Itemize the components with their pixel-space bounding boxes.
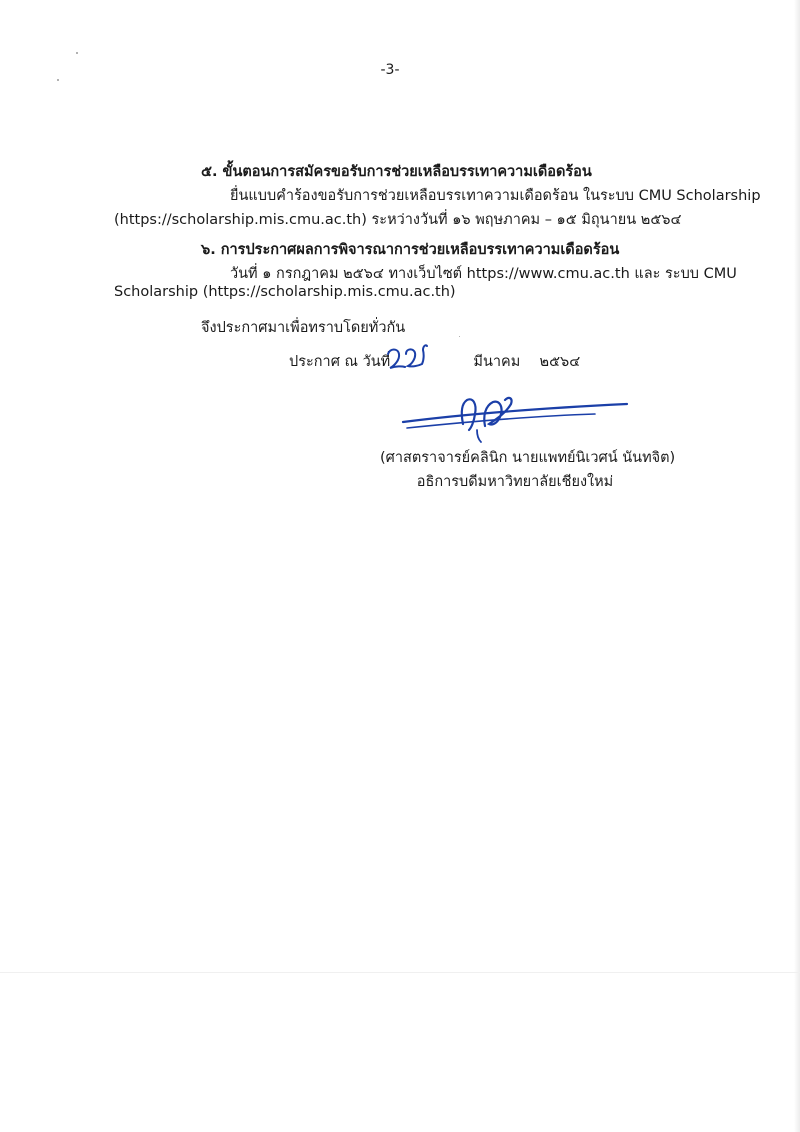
signatory-title: อธิการบดีมหาวิทยาลัยเชียงใหม่ [416, 474, 614, 490]
announcement-year: ๒๕๖๔ [539, 354, 581, 370]
announcement-prefix: ประกาศ ณ วันที่ [289, 354, 391, 370]
page-edge-shadow [794, 0, 800, 1132]
signatory-name: (ศาสตราจารย์คลินิก นายแพทย์นิเวศน์ นันทจิต) [380, 450, 676, 466]
scan-speck [459, 336, 460, 337]
section-6-line-1: วันที่ ๑ กรกฎาคม ๒๕๖๔ ทางเว็บไซต์ https://www.cmu.ac.th และ ระบบ CMU [230, 266, 737, 282]
signature-mark [395, 384, 635, 444]
announcement-date [289, 350, 580, 373]
section-5-heading: ๕. ขั้นตอนการสมัครขอรับการช่วยเหลือบรรเทาความเดือดร้อน [201, 164, 592, 180]
handwritten-day-mark [384, 340, 428, 374]
announcement-month: มีนาคม [473, 354, 521, 370]
section-5-line-2: (https://scholarship.mis.cmu.ac.th) ระหว่างวันที่ ๑๖ พฤษภาคม – ๑๕ มิถุนายน ๒๕๖๔ [114, 212, 682, 228]
section-6-line-2: Scholarship (https://scholarship.mis.cmu.ac.th) [114, 284, 456, 300]
scan-speck [57, 79, 59, 81]
page-number: -3- [380, 62, 400, 78]
closing-statement: จึงประกาศมาเพื่อทราบโดยทั่วกัน [201, 320, 406, 336]
page-fold-line [0, 972, 800, 973]
scan-speck [76, 52, 78, 54]
section-5-line-1: ยื่นแบบคำร้องขอรับการช่วยเหลือบรรเทาความเดือดร้อน ในระบบ CMU Scholarship [230, 188, 761, 204]
section-6-heading: ๖. การประกาศผลการพิจารณาการช่วยเหลือบรรเทาความเดือดร้อน [201, 242, 620, 258]
